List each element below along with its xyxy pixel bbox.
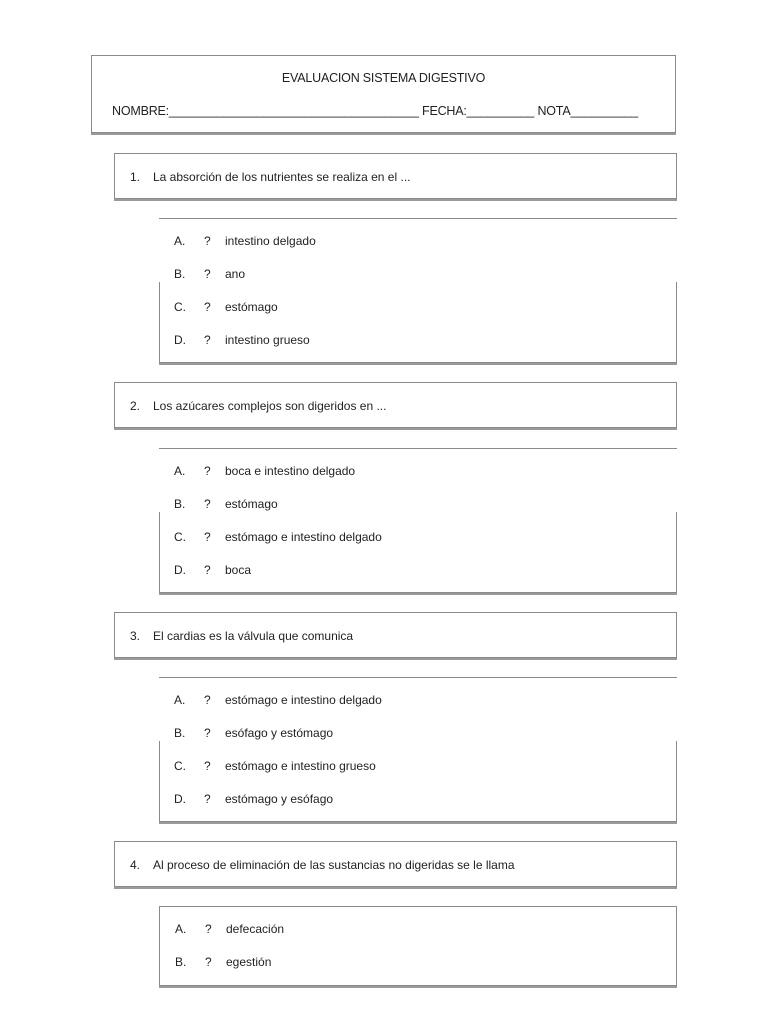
option-text: estómago (225, 497, 278, 511)
option-text: boca (225, 563, 252, 577)
option-text: estómago e intestino grueso (225, 759, 376, 773)
exam-header (91, 55, 676, 133)
option-text: egestión (226, 955, 272, 969)
option-letter: A. (174, 234, 186, 248)
option-letter: B. (174, 726, 186, 740)
option-letter: A. (174, 464, 186, 478)
question-number: 1. (130, 170, 141, 184)
option-letter: C. (174, 530, 186, 544)
answer-marker[interactable]: ? (204, 759, 211, 773)
option-letter: B. (174, 267, 186, 281)
options-frame (159, 741, 677, 822)
answer-marker[interactable]: ? (204, 464, 211, 478)
option-letter: D. (174, 563, 186, 577)
option-text: boca e intestino delgado (225, 464, 356, 478)
option-letter: A. (174, 693, 186, 707)
question-number: 2. (130, 399, 141, 413)
question-box (114, 153, 677, 199)
question-box (114, 382, 677, 428)
answer-marker[interactable]: ? (205, 922, 212, 936)
option-text: esófago y estómago (225, 726, 334, 740)
options-frame (159, 512, 677, 593)
question-text: El cardias es la válvula que comunica (153, 629, 354, 643)
question-box (114, 612, 677, 658)
divider (159, 218, 677, 219)
student-fields-line: NOMBRE:_____________________________________ FECHA:__________ NOTA__________ (112, 104, 638, 118)
answer-marker[interactable]: ? (204, 267, 211, 281)
question-text: Al proceso de eliminación de las sustancias no digeridas se le llama (153, 858, 515, 872)
answer-marker[interactable]: ? (204, 300, 211, 314)
answer-marker[interactable]: ? (204, 234, 211, 248)
option-letter: C. (174, 759, 186, 773)
option-text: estómago e intestino delgado (225, 530, 382, 544)
option-letter: D. (174, 333, 186, 347)
option-text: intestino grueso (225, 333, 310, 347)
options-block (159, 906, 677, 986)
exam-title: EVALUACION SISTEMA DIGESTIVO (281, 71, 486, 85)
options-block (159, 218, 677, 363)
answer-marker[interactable]: ? (204, 563, 211, 577)
answer-marker[interactable]: ? (204, 792, 211, 806)
options-block (159, 448, 677, 593)
question-box (114, 841, 677, 887)
divider (159, 677, 677, 678)
option-letter: D. (174, 792, 186, 806)
option-letter: B. (175, 955, 187, 969)
question-number: 3. (130, 629, 141, 643)
answer-marker[interactable]: ? (204, 693, 211, 707)
answer-marker[interactable]: ? (204, 530, 211, 544)
answer-marker[interactable]: ? (204, 497, 211, 511)
answer-marker[interactable]: ? (204, 333, 211, 347)
option-text: defecación (226, 922, 285, 936)
option-letter: A. (175, 922, 187, 936)
option-text: estómago (225, 300, 278, 314)
divider (159, 448, 677, 449)
answer-marker[interactable]: ? (204, 726, 211, 740)
question-text: La absorción de los nutrientes se realiza en el ... (153, 170, 411, 184)
option-text: estómago e intestino delgado (225, 693, 382, 707)
option-text: intestino delgado (225, 234, 316, 248)
option-letter: B. (174, 497, 186, 511)
options-frame (159, 282, 677, 363)
question-text: Los azúcares complejos son digeridos en ... (153, 399, 387, 413)
answer-marker[interactable]: ? (205, 955, 212, 969)
question-number: 4. (130, 858, 141, 872)
option-letter: C. (174, 300, 186, 314)
option-text: ano (225, 267, 246, 281)
option-text: estómago y esófago (225, 792, 334, 806)
options-block (159, 677, 677, 822)
